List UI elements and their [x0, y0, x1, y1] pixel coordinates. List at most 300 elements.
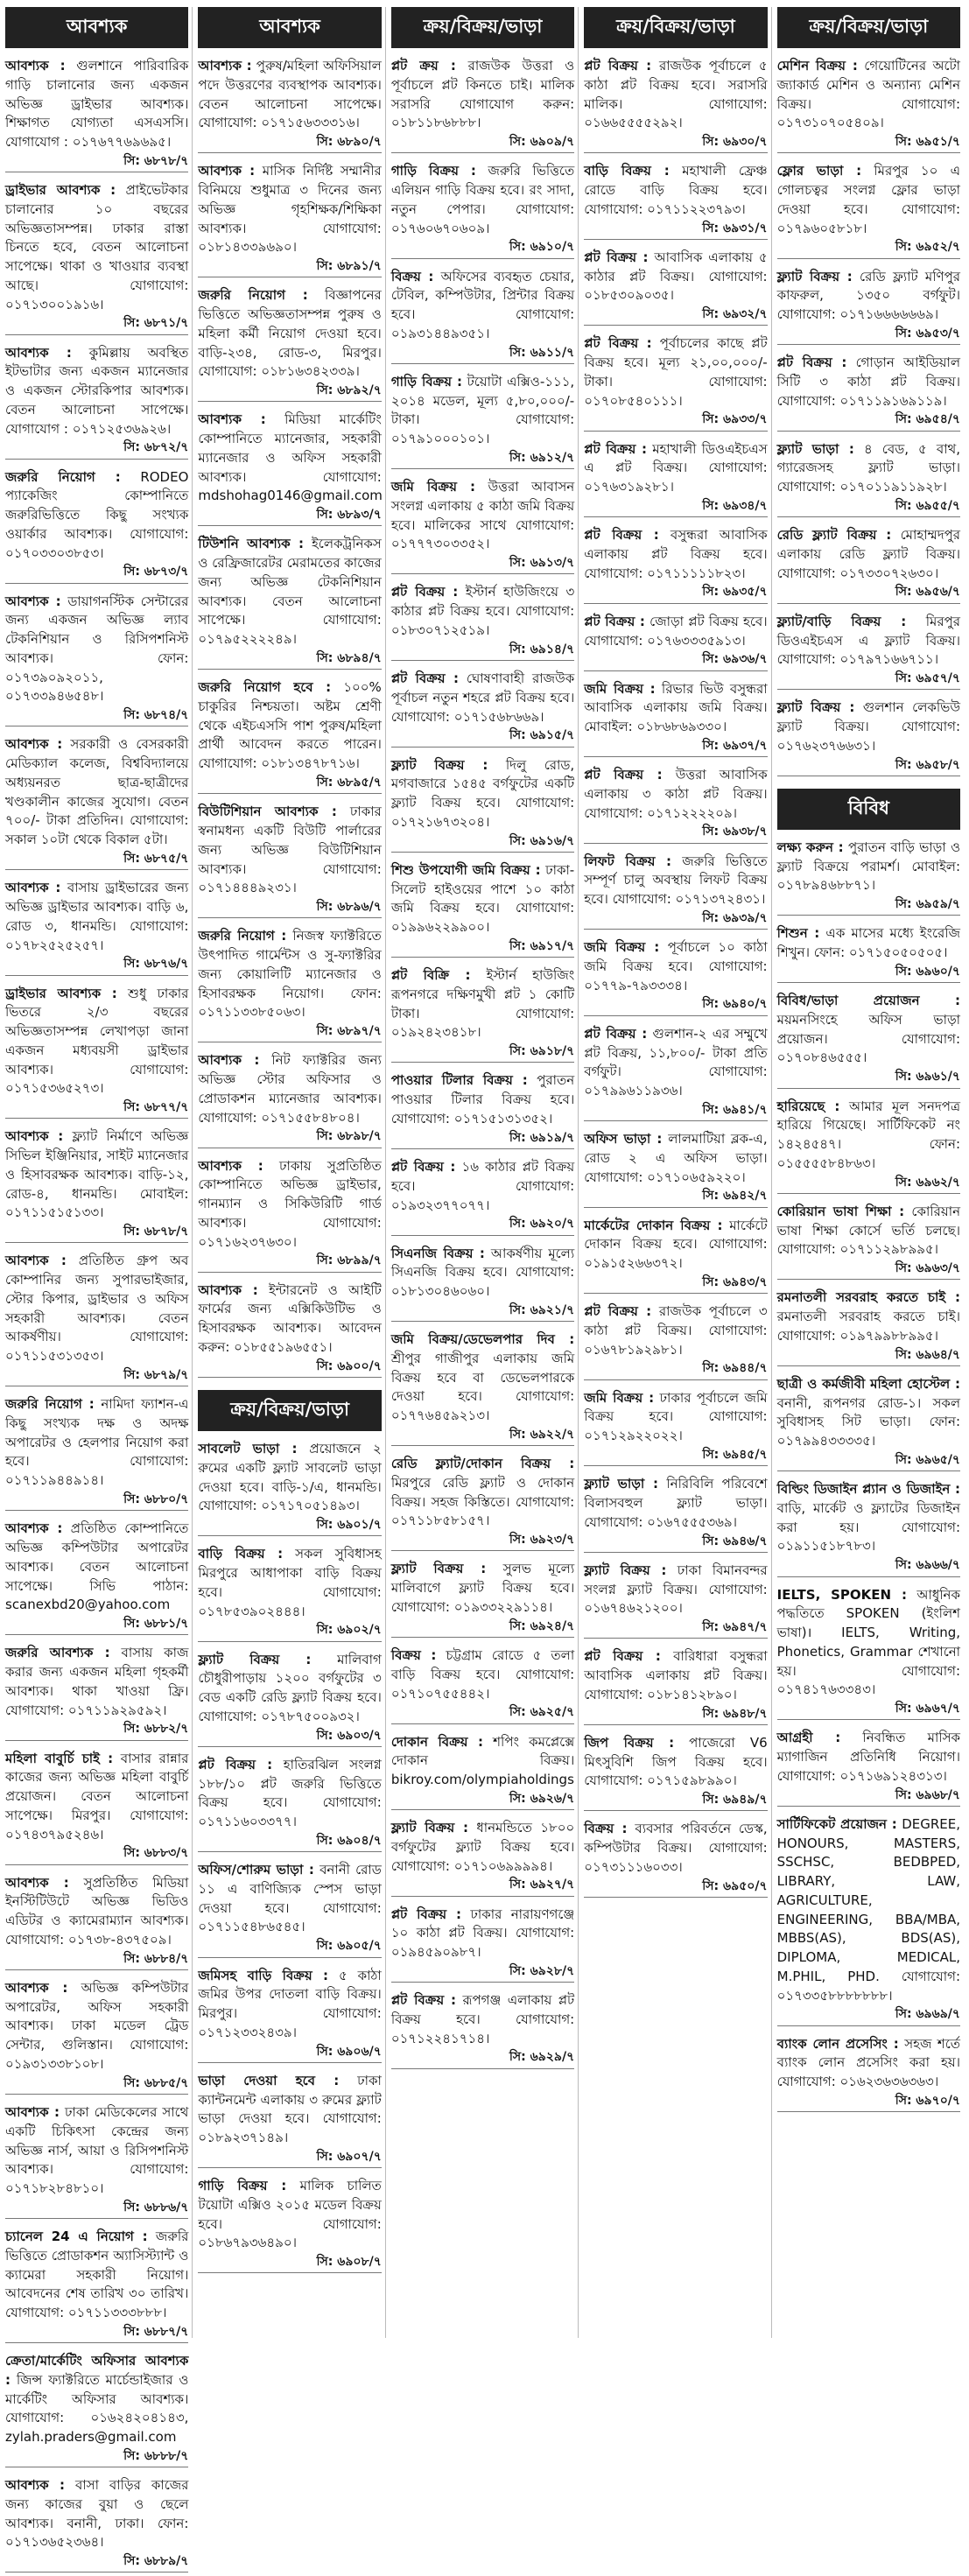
ad-body: সুলভ মূল্যে মালিবাগে ফ্ল্যাট বিক্রয় হবে। যোগাযোগ: ০১৯৩৩২২৯১১৪।: [390, 1561, 575, 1615]
classified-ad: [584, 611, 767, 675]
ad-body: হাতিরঝিল সংলগ্ন ১৮৮/১০ প্লট জরুরি ভিত্তিতে বিক্রয় হবে। যোগাযোগ: ০১৭১১৬০৩৩৭৭।: [198, 1756, 382, 1830]
ad-reference: সি: ৬৮৯৯/৭: [198, 1252, 381, 1272]
ad-title: মহিলা বাবুর্চি চাই :: [5, 1750, 114, 1766]
ad-reference: সি: ৬৮৯৪/৭: [198, 649, 381, 670]
ad-title: হারিয়েছে :: [776, 1098, 840, 1114]
ad-reference: সি: ৬৮৮৮/৭: [5, 2447, 188, 2467]
ad-reference: সি: ৬৯৫২/৭: [777, 238, 960, 258]
ad-reference: সি: ৬৯১৯/৭: [391, 1129, 574, 1149]
classified-ad: [391, 965, 574, 1066]
ad-body: শুধু ঢাকার ভিতরে ২/৩ বছরের অভিজ্ঞতাসম্পন্ন লেখাপড়া জানা একজন মধ্যবয়সী ড্রাইভার আবশ্যক। যোগাযোগ: ০১৭১৫৩৬৫২৭৩।: [5, 985, 189, 1097]
ad-title: প্লট বিক্রয় :: [584, 613, 645, 629]
classified-ad: [198, 801, 381, 922]
ad-title: অফিস/শোরুম ভাড়া :: [198, 1862, 314, 1878]
ad-body: মাসিক নির্দিষ্ট সম্মানীর বিনিময়ে শুধুমাত্র ৩ দিনের জন্য অভিজ্ঞ গৃহশিক্ষক/শিক্ষিকা আবশ্যক। যোগাযোগ: ০১৮১৪৩৩৯৬৯০।: [198, 163, 382, 256]
ad-body: মিরপুর ডিওএইচএস এ ফ্ল্যাট বিক্রয়। যোগাযোগ: ০১৭৯৭১৬৬৭১১।: [776, 613, 961, 668]
classified-ad: [584, 439, 767, 522]
ad-reference: সি: ৬৯৬১/৭: [777, 1068, 960, 1088]
ad-body: পাজেরো V6 মিৎসুবিশি জিপ বিক্রয় হবে। যোগাযোগ: ০১৭১৫৯৮৯৯০।: [584, 1734, 768, 1789]
classified-ad: [198, 2175, 381, 2277]
ad-title: ব্যাংক লোন প্রসেসিং :: [776, 2035, 899, 2052]
classified-ad: [5, 179, 188, 339]
ad-title: দোকান বিক্রয় :: [390, 1733, 484, 1750]
ad-reference: সি: ৬৯১০/৭: [391, 238, 574, 258]
classified-ad: [584, 851, 767, 934]
ad-body: ঢাকা মেডিকেলের সাথে একটি চিকিৎসা কেন্দ্রের জন্য অভিজ্ঞ নার্স, আয়া ও রিসিপশনিস্ট আবশ্যক। যোগাযোগ: ০১৭১৮২৮৪৮১০।: [5, 2104, 189, 2196]
classified-ad: [5, 467, 188, 587]
classified-ad: [584, 937, 767, 1020]
classified-ad: [777, 611, 960, 694]
ad-title: জমি বিক্রয়/ডেভেলপার দিব :: [390, 1331, 575, 1348]
ad-title: ফ্ল্যাট বিক্রয় :: [198, 1651, 312, 1667]
ad-body: অভিজ্ঞ কম্পিউটার অপারেটর, অফিস সহকারী আবশ্যক। ঢাকা মডেল ট্রেড সেন্টার, গুলিস্তান। যোগাযোগ: ০১৯৩১৩৩৮১০৮।: [5, 1979, 189, 2072]
ad-reference: সি: ৬৯০৯/৭: [391, 133, 574, 153]
ad-reference: সি: ৬৮৯৭/৭: [198, 1022, 381, 1042]
ad-reference: সি: ৬৯১৩/৭: [391, 554, 574, 574]
ad-reference: সি: ৬৯৪২/৭: [584, 1187, 767, 1207]
classified-ad: [391, 476, 574, 578]
classified-ad: [391, 1558, 574, 1641]
column-header: ক্রয়/বিক্রয়/ভাড়া: [777, 7, 960, 48]
ad-title: আবশ্যক :: [5, 736, 63, 753]
ad-body: শ্রীপুর গাজীপুর এলাকায় জমি বিক্রয় হবে বা ডেভেলপারকে দেওয়া হবে। যোগাযোগ: ০১৭৭৬৪৫৯২১৩।: [390, 1350, 575, 1424]
classified-ad: [198, 925, 381, 1046]
ad-title: প্লট বিক্রয় :: [776, 354, 847, 371]
ad-body: ফ্ল্যাট নির্মাণে অভিজ্ঞ সিভিল ইঞ্জিনিয়ার, সাইট ম্যানেজার ও হিসাবরক্ষক আবশ্যক। বাড়ি-১২, রোড-৪, ধানমন্ডি। মোবাইল: ০১৭১১৫১৫১৩৩।: [5, 1128, 189, 1221]
classified-ad: [584, 1732, 767, 1815]
classified-ad: [584, 1215, 767, 1298]
ad-body: ঢাকায় সুপ্রতিষ্ঠিত কোম্পানিতে অভিজ্ঞ ড্রাইভার, গানম্যান ও সিকিউরিটি গার্ড আবশ্যক। যোগাযোগ: ০১৭১৬২৩৭৬৩০।: [198, 1157, 382, 1250]
ad-title: রেডি ফ্ল্যাট বিক্রয় :: [776, 527, 892, 544]
ad-reference: সি: ৬৯৬৬/৭: [777, 1556, 960, 1576]
ad-reference: সি: ৬৮৮৭/৭: [5, 2323, 188, 2343]
ad-title: আবশ্যক :: [5, 344, 72, 361]
ad-body: DEGREE, HONOURS, MASTERS, SSCHSC, BEDBPED, LIBRARY, LAW, AGRICULTURE, ENGINEERING, BBA/MBA, MBBS(AS), BDS(AS), DIPLOMA, MEDICAL, M.PHIL, PHD. যোগাযোগ: ০১৭৩৩৫৮৮৮৮৮৮৮।: [776, 1815, 961, 2004]
classified-ad: [584, 160, 767, 243]
classified-ad: [391, 860, 574, 961]
ad-reference: সি: ৬৮৮১/৭: [5, 1615, 188, 1635]
classified-ad: [777, 55, 960, 157]
classified-ad: [777, 2033, 960, 2116]
ad-title: আবশ্যক :: [5, 2104, 60, 2120]
classified-ad: [777, 266, 960, 349]
classified-ad: [584, 1473, 767, 1556]
ad-reference: সি: ৬৯০২/৭: [198, 1621, 381, 1641]
ad-title: প্লট বিক্রয় :: [390, 1159, 456, 1176]
ad-reference: সি: ৬৯২৫/৭: [391, 1703, 574, 1723]
classified-ad: [584, 524, 767, 607]
ad-body: ইস্টার্ন হাউজিংয়ে ৩ কাঠার প্লট বিক্রয় হবে। যোগাযোগ: ০১৮৩০৭১২৫১৯।: [390, 584, 575, 638]
ad-reference: সি: ৬৯২১/৭: [391, 1302, 574, 1322]
ad-reference: সি: ৬৯৬৮/৭: [777, 1786, 960, 1807]
ad-reference: সি: ৬৮৯১/৭: [198, 257, 381, 277]
ad-body: ঢাকার পূর্বাচলে জমি বিক্রয় হবে। যোগাযোগ: ০১৭১২৯২২০২২।: [584, 1389, 768, 1444]
ad-reference: সি: ৬৯৪৪/৭: [584, 1359, 767, 1379]
ad-title: বাড়ি বিক্রয় :: [584, 163, 670, 179]
ad-reference: সি: ৬৯১৫/৭: [391, 726, 574, 747]
ad-reference: সি: ৬৯৩০/৭: [584, 133, 767, 153]
ad-body: আমার মূল সনদপত্র হারিয়ে গিয়েছে। সার্টিফিকেট নং ১৪২৪৫৪৭। ফোন: ০১৫৫৫৫৮৪৮৬৩।: [776, 1098, 961, 1171]
ad-body: জরুরি ভিত্তিতে এলিয়ন গাড়ি বিক্রয় হবে। রং সাদা, নতুন পেপার। যোগাযোগ: ০১৭৬০৬৭০৬০৯।: [390, 163, 575, 236]
ad-body: জরুরি ভিত্তিতে সম্পূর্ণ চালু অবস্থায় লিফট বিক্রয় হবে। যোগাযোগ: ০১৭১৩৭২৪৩১।: [584, 853, 768, 908]
ad-reference: সি: ৬৯৫৬/৭: [777, 583, 960, 603]
ad-body: নিরিবিলি পরিবেশে বিলাসবহুল ফ্ল্যাট ভাড়া। যোগাযোগ: ০১৬৭৫৫৫৩৬৯।: [584, 1476, 768, 1530]
ad-title: লিফট বিক্রয় :: [584, 853, 672, 869]
classified-ad: [777, 923, 960, 986]
ad-body: ঢাকা বিমানবন্দর সংলগ্ন ফ্ল্যাট বিক্রয়। যোগাযোগ: ০১৬৭৪৬২১২০০।: [584, 1562, 768, 1617]
ad-body: পুরাতন পাওয়ার টিলার বিক্রয় হবে। যোগাযোগ: ০১৭১৫১৩১৩৫২।: [390, 1072, 575, 1127]
ad-title: আবশ্যক :: [5, 1874, 69, 1891]
classified-ad: [198, 1754, 381, 1856]
ad-title: বিক্রয় :: [584, 1821, 628, 1837]
ad-reference: সি: ৬৯১৭/৭: [391, 937, 574, 958]
ad-body: বারিধারা বসুন্ধরা আবাসিক এলাকায় প্লট বিক্রয়। যোগাযোগ: ০১৮১৪১২৮৯০।: [584, 1648, 768, 1702]
classified-ad: [198, 1438, 381, 1540]
classified-ad: [777, 837, 960, 920]
classified-ad: [391, 55, 574, 157]
ad-title: বিল্ডিং ডিজাইন প্ল্যান ও ডিজাইন :: [776, 1481, 961, 1498]
ad-title: জরুরি নিয়োগ :: [198, 928, 287, 944]
ad-reference: সি: ৬৮৭৯/৭: [5, 1366, 188, 1386]
classified-ad: [5, 1872, 188, 1974]
ad-title: আবশ্যক :: [198, 58, 252, 74]
classified-ad: [777, 1287, 960, 1370]
ad-title: চ্যানেল 24 এ নিয়োগ :: [5, 2229, 148, 2245]
ad-body: ডায়াগনস্টিক সেন্টারের জন্য একজন অভিজ্ঞ ল্যাব টেকনিশিয়ান ও রিসিপশনিস্ট আবশ্যক। ফোন: ০১৭৩৯০৯২০১১, ০১৭৩৩৯৪৬৫৪৮।: [5, 593, 189, 705]
ad-reference: সি: ৬৯১৪/৭: [391, 641, 574, 661]
ad-reference: সি: ৬৯১১/৭: [391, 344, 574, 364]
ad-title: আবশ্যক :: [5, 880, 61, 896]
ad-reference: সি: ৬৯৩৫/৭: [584, 583, 767, 603]
ad-reference: সি: ৬৯১২/৭: [391, 449, 574, 469]
ad-body: প্রয়োজনে ২ রুমের একটি ফ্ল্যাট সাবলেট ভাড়া দেওয়া হবে। বাড়ি-১/এ, ধানমন্ডি। যোগাযোগ: ০১৭১৭০৫১৪৯৩।: [198, 1441, 382, 1514]
ad-body: পুরাতন বাড়ি ভাড়া ও ফ্ল্যাট বিক্রয়ে পরামর্শ। মোবাইল: ০১৭৮৯৪৬৮৮৭১।: [776, 839, 961, 894]
ad-title: ফ্ল্যাট বিক্রয় :: [776, 699, 855, 716]
classified-ad: [777, 1373, 960, 1475]
ad-title: জরুরি আবশ্যক :: [5, 1645, 110, 1661]
ad-title: ভাড়া দেওয়া হবে :: [198, 2072, 340, 2088]
ad-title: আবশ্যক :: [198, 411, 266, 428]
ad-body: চট্টগ্রাম রোডে ৫ তলা বাড়ি বিক্রয় হবে। যোগাযোগ: ০১৭১০৭৫৫৪৪২।: [390, 1647, 575, 1702]
ad-body: মোহাম্মদপুর এলাকায় রেডি ফ্ল্যাট বিক্রয়। যোগাযোগ: ০১৭৩৩০৭২৬৩০।: [776, 527, 961, 581]
ad-reference: সি: ৬৮৯৮/৭: [198, 1127, 381, 1148]
classified-ad: [198, 1649, 381, 1751]
ad-title: প্লট বিক্রয় :: [584, 1303, 652, 1320]
ad-body: আবাসিক এলাকায় ৫ কাঠার প্লট বিক্রয়। যোগাযোগ: ০১৮৫৩০৯০৩৫।: [584, 249, 768, 304]
ad-body: মালিবাগ চৌধুরীপাড়ায় ১২০০ বর্গফুটের ৩ বেড একটি রেডি ফ্ল্যাট বিক্রয় হবে। যোগাযোগ: ০১৭৮৭৫০০৯৩২।: [198, 1651, 382, 1724]
ad-title: প্লট বিক্রয় :: [390, 584, 459, 600]
ad-title: ড্রাইভার আবশ্যক :: [5, 985, 117, 1001]
ad-body: মিরপুরে রেডি ফ্ল্যাট ও দোকান বিক্রয়। সহজ কিস্তিতে। যোগাযোগ: ০১৭১১৮৫৮১৫৭।: [390, 1474, 575, 1529]
ad-reference: সি: ৬৮৯৫/৭: [198, 774, 381, 794]
column-5: [777, 7, 964, 2338]
ad-reference: সি: ৬৮৭৫/৭: [5, 850, 188, 870]
ad-body: রাজউক পূর্বাচলে ৫ কাঠা প্লট বিক্রয় হবে। সরাসরি মালিক। যোগাযোগ: ০১৬৬৫৫৫৫২৯২।: [584, 58, 768, 131]
ad-body: বনানী, রূপনগর রোড-১। সকল সুবিধাসহ সিট ভাড়া। ফোন: ০১৭৯৯৪৩৩৩৩৫।: [776, 1394, 961, 1449]
ad-body: ঢাকার স্বনামধন্য একটি বিউটি পার্লারের জন্য অভিজ্ঞ বিউটিশিয়ান আবশ্যক। যোগাযোগ: ০১৭১৪৪৪৯২৩১।: [198, 804, 382, 896]
ad-title: জমি বিক্রয় :: [390, 479, 475, 495]
ad-reference: সি: ৬৯২৩/৭: [391, 1531, 574, 1551]
ad-reference: সি: ৬৮৮৩/৭: [5, 1844, 188, 1864]
ad-title: ক্রেতা/মার্কেটিং অফিসার আবশ্যক :: [5, 2353, 189, 2388]
classified-ad: [5, 2226, 188, 2347]
ad-title: প্লট বিক্রয় :: [584, 249, 649, 265]
ad-body: ৫ কাঠা জমির উপর দোতলা বাড়ি বিক্রয়। মিরপুর। যোগাযোগ: ০১৭১২৩৩২৪৩৯।: [198, 1967, 382, 2040]
ad-body: ময়মনসিংহে অফিস ভাড়া প্রয়োজন। যোগাযোগ: ০১৭০৮৪৬৫৫৫।: [776, 1011, 961, 1066]
ad-reference: সি: ৬৯৬০/৭: [777, 963, 960, 983]
classified-ad: [5, 1250, 188, 1390]
ad-body: উত্তরা আবাসন সংলগ্ন এলাকায় ৫ কাঠা জমি বিক্রয় হবে। মালিকের সাথে যোগাযোগ: ০১৭৭৭৩০৩৩৫২।: [390, 479, 575, 552]
ad-body: টয়োটা এক্সিও-১১১, ২০১৪ মডেল, মূল্য ৫,৮০,০০০/- টাকা। যোগাযোগ: ০১৭৯১০০০১০১।: [390, 373, 575, 447]
classified-ad: [777, 524, 960, 607]
ad-title: বিক্রয় :: [390, 1647, 437, 1663]
ad-body: RODEO প্যাকেজিং কোম্পানিতে জরুরিভিত্তিতে কিছু সংখ্যক ওয়ার্কার আবশ্যক। যোগাযোগ: ০১৭০৩৩০৩৮৫৩।: [5, 468, 189, 561]
ad-title: প্লট বিক্রয় :: [584, 58, 652, 74]
ad-body: সহজ শর্তে ব্যাংক লোন প্রসেসিং করা হয়। যোগাযোগ: ০১৬২৩৬৩৬৩৬৩।: [776, 2035, 961, 2090]
ad-title: ফ্ল্যাট বিক্রয় :: [584, 1562, 667, 1578]
ad-title: আবশ্যক :: [5, 1128, 64, 1145]
ad-reference: সি: ৬৯২০/৭: [391, 1215, 574, 1235]
ad-body: দিলু রোড, মগবাজারে ১৫৪৫ বর্গফুটের একটি ফ্ল্যাট বিক্রয় হবে। যোগাযোগ: ০১৭২১৬৭৩২০৪।: [390, 756, 575, 830]
ad-title: প্লট বিক্রয় :: [390, 670, 459, 687]
classified-ad: [198, 160, 381, 281]
ad-title: প্লট বিক্রয় :: [390, 1992, 457, 2009]
classified-ad: [198, 1543, 381, 1645]
classified-ad: [777, 1584, 960, 1724]
ad-title: রেডি ফ্ল্যাট/দোকান বিক্রয় :: [390, 1456, 575, 1472]
ad-title: গাড়ি বিক্রয় :: [390, 373, 463, 390]
ad-title: জরুরি নিয়োগ হবে :: [198, 679, 332, 696]
ad-title: সিএনজি বিক্রয় :: [390, 1245, 485, 1261]
ad-title: আবশ্যক :: [198, 1052, 260, 1069]
ad-reference: সি: ৬৯৩৪/৭: [584, 497, 767, 517]
ad-reference: সি: ৬৯৫১/৭: [777, 133, 960, 153]
ad-title: পাওয়ার টিলার বিক্রয় :: [390, 1072, 528, 1089]
ad-reference: সি: ৬৯০৪/৭: [198, 1832, 381, 1852]
classified-ad: [777, 1727, 960, 1810]
classified-ad: [777, 1096, 960, 1197]
ad-reference: সি: ৬৯৩৮/৭: [584, 823, 767, 843]
classified-ad: [5, 1393, 188, 1514]
ad-reference: সি: ৬৯৪৩/৭: [584, 1274, 767, 1294]
ad-reference: সি: ৬৮৯৬/৭: [198, 898, 381, 918]
ad-title: ফ্ল্যাট বিক্রয় :: [390, 756, 488, 773]
ad-body: রূপগঞ্জ এলাকায় প্লট বিক্রয় হবে। যোগাযোগ: ০১৭১২২৪১৭১৪।: [390, 1992, 575, 2046]
ad-title: আবশ্যক :: [198, 163, 256, 179]
ad-reference: সি: ৬৯৪৯/৭: [584, 1791, 767, 1811]
ad-body: ১৬ কাঠার প্লট বিক্রয় হবে। যোগাযোগ: ০১৯৩২৩৭৭০৭৭।: [390, 1159, 575, 1213]
ad-title: ছাত্রী ও কর্মজীবী মহিলা হোস্টেল :: [776, 1375, 961, 1392]
classified-ad: [777, 352, 960, 435]
classified-ad: [391, 581, 574, 664]
ad-reference: সি: ৬৯৬৫/৭: [777, 1451, 960, 1471]
ad-title: ড্রাইভার আবশ্যক :: [5, 182, 116, 199]
ad-reference: সি: ৬৯০৭/৭: [198, 2148, 381, 2168]
ad-title: বিবিধ/ভাড়া প্রয়োজন :: [776, 993, 961, 1009]
ad-body: আধুনিক পদ্ধতিতে SPOKEN (ইংলিশ ভাষা)। IELTS, Writing, Phonetics, Grammar শেখানো হয়। যোগাযোগ: ০১৭৪১৭৬৩৩৪৩।: [776, 1586, 961, 1698]
ad-title: গাড়ি বিক্রয় :: [390, 163, 476, 179]
ad-reference: সি: ৬৯৩১/৭: [584, 220, 767, 240]
ad-title: শিশু উপযোগী জমি বিক্রয় :: [390, 861, 541, 878]
ad-title: গাড়ি বিক্রয় :: [198, 2178, 287, 2194]
classified-ad: [5, 1642, 188, 1744]
classified-ad: [584, 333, 767, 434]
ad-reference: সি: ৬৯৪১/৭: [584, 1101, 767, 1121]
ad-body: সুপ্রতিষ্ঠিত মিডিয়া ইনস্টিটিউটে অভিজ্ঞ ভিডিও এডিটর ও ক্যামেরাম্যান আবশ্যক। যোগাযোগ: ০১৭৩৮-৪৩৭৫০৯।: [5, 1874, 189, 1948]
ad-title: প্লট বিক্রয় :: [584, 1648, 661, 1665]
ad-body: ঘোষণাবাহী রাজউক পূর্বাচল নতুন শহরে প্লট বিক্রয় হবে। যোগাযোগ: ০১৭১৫৬৮৬৬৯।: [390, 670, 575, 725]
ad-body: রমনাতলী সরবরাহ করতে চাই। যোগাযোগ: ০১৯৭৯৯৮৮৯৯৫।: [776, 1309, 961, 1344]
ad-body: জিন্স ফ্যাক্টরিতে মার্চেন্ডাইজার ও মার্কেটিং অফিসার আবশ্যক। যোগাযোগ: ০১৬২৪২০৪১৪৩, zylah.praders@gmail.com: [5, 2371, 189, 2446]
classified-ad: [198, 1155, 381, 1276]
ad-reference: সি: ৬৯৩৭/৭: [584, 737, 767, 757]
ad-body: বাড়ি, মার্কেট ও ফ্ল্যাটের ডিজাইন করা হয়। যোগাযোগ: ০১৯১১৫১৮৭৮৩।: [776, 1499, 961, 1555]
ad-reference: সি: ৬৯৫৩/৭: [777, 325, 960, 345]
ad-reference: সি: ৬৯২৬/৭: [391, 1790, 574, 1810]
section-header: ক্রয়/বিক্রয়/ভাড়া: [198, 1390, 381, 1431]
classified-ad: [5, 1748, 188, 1869]
ad-reference: সি: ৬৮৯০/৭: [198, 133, 381, 153]
classified-ad: [777, 160, 960, 262]
ad-body: মার্কেটে দোকান বিক্রয় হবে। যোগাযোগ: ০১৯১৫২৬৬৩৭২।: [584, 1217, 768, 1272]
classified-ad: [198, 533, 381, 673]
column-header: আবশ্যক: [198, 7, 381, 48]
ad-title: রমনাতলী সরবরাহ করতে চাই :: [776, 1289, 961, 1306]
ad-title: অফিস ভাড়া :: [584, 1131, 663, 1148]
ad-title: জমিসহ বাড়ি বিক্রয় :: [198, 1967, 329, 1983]
ad-reference: সি: ৬৯৬২/৭: [777, 1174, 960, 1194]
ad-body: সরকারী ও বেসরকারী মেডিক্যাল কলেজ, বিশ্ববিদ্যালয়ে অধ্যয়নরত ছাত্র-ছাত্রীদের খণ্ডকালীন কাজের সুযোগ। বেতন ৭০০/- টাকা প্রতিদিন। যোগাযোগ: সকাল ১০টা থেকে বিকাল ৫টা।: [5, 736, 189, 848]
ad-body: ইন্টারনেট ও আইটি ফার্মের জন্য এক্সিকিউটিভ ও হিসাবরক্ষক আবশ্যক। আবেদন করুন: ০১৮৫৫১৯৬৫৫১।: [198, 1281, 382, 1355]
ad-body: প্রাইভেটকার চালানোর ১০ বছরের অভিজ্ঞতাসম্পন্ন। ঢাকার রাস্তা চিনতে হবে, বেতন আলোচনা সাপেক্ষে। থাকা ও খাওয়ার ব্যবস্থা আছে। যোগাযোগ: ০১৭১৩০০১৯১৬।: [5, 182, 189, 312]
ad-reference: সি: ৬৯২৯/৭: [391, 2048, 574, 2068]
ad-body: নিট ফ্যাক্টরির জন্য অভিজ্ঞ স্টোর অফিসার ও প্রোডাকশন ম্যানেজার আবশ্যক। যোগাযোগ: ০১৭১৫৫৮৪৮০৪।: [198, 1052, 382, 1126]
ad-title: বাড়ি বিক্রয় :: [198, 1546, 284, 1562]
ad-title: প্লট বিক্রয় :: [390, 1906, 461, 1922]
ad-body: কুমিল্লায় অবস্থিত ইটভাটার জন্য একজন ম্যানেজার ও একজন স্টোরকিপার আবশ্যক। বেতন আলোচনা সাপেক্ষে। যোগাযোগ : ০১৭১২৫৩৬৯২৬।: [5, 344, 189, 437]
ad-reference: সি: ৬৮৭৬/৭: [5, 955, 188, 975]
ad-reference: সি: ৬৯৩৩/৭: [584, 411, 767, 431]
ad-title: প্লট বিক্রয় :: [584, 767, 663, 783]
ad-reference: সি: ৬৮৯২/৭: [198, 382, 381, 402]
column-header: ক্রয়/বিক্রয়/ভাড়া: [584, 7, 767, 48]
classified-ad: [198, 677, 381, 797]
classified-ad: [391, 1156, 574, 1239]
ad-body: রিভার ভিউ বসুন্ধরা আবাসিক এলাকায় জমি বিক্রয়। মোবাইল: ০১৮৬৮৬৯৩৩০।: [584, 680, 768, 735]
classified-ad: [391, 1243, 574, 1326]
ad-body: মহাখালী ফ্রেঞ্চ রোডে বাড়ি বিক্রয় হবে। যোগাযোগ: ০১৭১১২২৩৭৯৩।: [584, 163, 768, 217]
classified-ad: [584, 1128, 767, 1211]
ad-title: সাবলেট ভাড়া :: [198, 1441, 298, 1457]
ad-title: ফ্লোর ভাড়া :: [776, 163, 862, 179]
ad-reference: সি: ৬৯৭০/৭: [777, 2092, 960, 2112]
classified-ad: [584, 678, 767, 762]
classified-ad: [5, 2350, 188, 2471]
ad-body: গুলশানে পারিবারিক গাড়ি চালানোর জন্য একজন অভিজ্ঞ ড্রাইভার আবশ্যক। শিক্ষাগত যোগ্যতা এসএসসি। যোগাযোগ : ০১৭৬৭৭৬৯৬৯৫।: [5, 58, 189, 150]
ad-reference: সি: ৬৯২৪/৭: [391, 1618, 574, 1638]
classified-ad: [391, 1453, 574, 1555]
ad-title: আবশ্যক :: [198, 1281, 258, 1298]
ad-reference: সি: ৬৯২৮/৭: [391, 1962, 574, 1983]
classified-ad: [391, 755, 574, 856]
ad-body: মালিক চালিত টয়োটা এক্সিও ২০১৫ মডেল বিক্রয় হবে। যোগাযোগ: ০১৮৬৭৯৩৬৪৯০।: [198, 2178, 382, 2251]
ad-body: পুরুষ/মহিলা অফিসিয়াল পদে উত্তরণের ব্যবস্থাপক আবশ্যক। বেতন আলোচনা সাপেক্ষে। যোগাযোগ: ০১৭১৫৬৩৩৩১৬।: [198, 58, 382, 131]
ad-title: প্লট বিক্রয় :: [584, 440, 647, 457]
classified-ad: [5, 1518, 188, 1639]
ad-body: ঢাকা-সিলেট হাইওয়ের পাশে ১০ কাঠা জমি বিক্রয় হবে। যোগাযোগ: ০১৯৯৬২২৯৯০০।: [390, 861, 575, 936]
ad-reference: সি: ৬৯১৮/৭: [391, 1042, 574, 1063]
ad-reference: সি: ৬৯৪৬/৭: [584, 1533, 767, 1553]
column-3: [391, 7, 579, 2338]
ad-body: ১০০% চাকুরির নিশ্চয়তা। অষ্টম শ্রেণী থেকে এইচএসসি পাশ পুরুষ/মহিলা প্রার্থী আবেদন করতে পারেন। যোগাযোগ: ০১৮১৩৪৭৮৭১৬।: [198, 679, 382, 772]
classified-ad: [584, 1023, 767, 1125]
classified-ad: [777, 990, 960, 1091]
classified-ad: [391, 266, 574, 368]
ad-body: জোড়া প্লট বিক্রয় হবে। যোগাযোগ: ০১৭৬৩৩৩৫৯১৩।: [584, 613, 768, 649]
ad-body: প্রতিষ্ঠিত গ্রুপ অব কোম্পানির জন্য সুপারভাইজার, স্টোর কিপার, ড্রাইভার ও অফিস সহকারী আবশ্যক। বেতন আকর্ষণীয়। যোগাযোগ: ০১৭১১৫৩১৩৫৩।: [5, 1253, 189, 1365]
ad-title: জমি বিক্রয় :: [584, 680, 656, 697]
ad-reference: সি: ৬৯৫৪/৭: [777, 411, 960, 431]
classified-ad: [5, 342, 188, 463]
ad-title: আবশ্যক :: [198, 1157, 263, 1174]
ad-body: আকর্ষণীয় মূল্যে সিএনজি বিক্রয় হবে। যোগাযোগ: ০১৮১৩০৪৬০৬০।: [390, 1245, 575, 1300]
ad-title: জরুরি নিয়োগ :: [198, 287, 308, 304]
ad-reference: সি: ৬৯৫৮/৭: [777, 756, 960, 776]
ad-reference: সি: ৬৮৮৫/৭: [5, 2074, 188, 2095]
ad-body: রাজউক উত্তরা ও পূর্বাচলে প্লট কিনতে চাই। মালিক সরাসরি যোগাযোগ করুন: ০১৮১১৮৬৮৮৮।: [390, 58, 575, 131]
ad-reference: সি: ৬৯০০/৭: [198, 1358, 381, 1378]
classified-ad: [5, 983, 188, 1123]
ad-reference: সি: ৬৮৮৯/৭: [5, 2552, 188, 2572]
ad-title: ফ্ল্যাট বিক্রয় :: [390, 1561, 487, 1577]
classified-ad: [391, 1904, 574, 1987]
ad-title: ফ্ল্যাট ভাড়া :: [584, 1476, 659, 1492]
classified-ad: [198, 409, 381, 530]
ad-title: জরুরি নিয়োগ :: [5, 468, 121, 485]
ad-body: ঢাকা ক্যান্টনমেন্ট এলাকায় ৩ রুমের ফ্ল্যাট ভাড়া দেওয়া হবে। যোগাযোগ: ০১৮৯২৩৭১৪৯।: [198, 2072, 382, 2146]
ad-title: জমি বিক্রয় :: [584, 1389, 655, 1406]
ad-title: শিশুন :: [776, 925, 820, 942]
ad-body: গেয়োটিনের অটো জ্যাকার্ড মেশিন ও অন্যান্য মেশিন বিক্রয়। যোগাযোগ: ০১৭৩১০৭০৫৪০৯।: [776, 58, 961, 131]
ad-body: গুলশান-২ এর সম্মুখে প্লট বিক্রয়, ১১,৮০০/- টাকা প্রতি বর্গফুট। যোগাযোগ: ০১৭৯৯৬১১৯৩৬।: [584, 1025, 768, 1099]
ad-title: IELTS, SPOKEN :: [776, 1586, 907, 1603]
ad-body: সকল সুবিধাসহ মিরপুরে আধাপাকা বাড়ি বিক্রয় হবে। যোগাযোগ: ০১৭৮৫৩৯০২৪৪৪।: [198, 1546, 382, 1619]
ad-reference: সি: ৬৮৭৭/৭: [5, 1098, 188, 1119]
ad-body: বিজ্ঞাপনের ভিত্তিতে অভিজ্ঞতাসম্পন্ন পুরুষ ও মহিলা কর্মী নিয়োগ দেওয়া হবে। বাড়ি-২৩৪, রোড-৩, মিরপুর। যোগাযোগ: ০১৮১৬৩৪২৩৩৯।: [198, 287, 382, 380]
ad-reference: সি: ৬৯১৬/৭: [391, 832, 574, 853]
ad-title: বিক্রয় :: [390, 268, 434, 284]
ad-reference: সি: ৬৯৬৩/৭: [777, 1260, 960, 1280]
ad-title: মেশিন বিক্রয় :: [776, 58, 858, 74]
ad-body: নিজস্ব ফ্যাক্টরিতে উৎপাদিত গার্মেন্টস ও সু-ফ্যাক্টরির জন্য কোয়ালিটি ম্যানেজার ও হিসাবরক্ষক নিয়োগ। ফোন: ০১৭১১৩৩৮৫০৬৩।: [198, 928, 382, 1021]
ad-reference: সি: ৬৯৫৫/৭: [777, 497, 960, 517]
classified-ad: [391, 1645, 574, 1728]
ad-reference: সি: ৬৯৩৬/৭: [584, 650, 767, 670]
ad-body: পূর্বাচলের কাছে প্লট বিক্রয় হবে। মূল্য ২১,০০,০০০/- টাকা। যোগাযোগ: ০১৭০৮৫৪০১১১।: [584, 335, 768, 409]
ad-body: লালমাটিয়া ব্লক-এ, রোড ২ এ অফিস ভাড়া। যোগাযোগ: ০১৭১০৬৫৯২২০।: [584, 1131, 768, 1185]
ad-body: পূর্বাচলে ১০ কাঠা জমি বিক্রয় হবে। যোগাযোগ: ০১৭৭৯-৭৯৩৩৩৪।: [584, 939, 768, 993]
ad-body: বাসায় ড্রাইভারের জন্য অভিজ্ঞ ড্রাইভার আবশ্যক। বাড়ি ৬, রোড ৩, ধানমন্ডি। যোগাযোগ: ০১৭৮২৫২৫২৫৭।: [5, 880, 189, 953]
ad-title: ফ্ল্যাট বিক্রয় :: [776, 268, 853, 284]
ad-title: প্লট বিক্রয় :: [584, 335, 652, 352]
classified-ad: [198, 2070, 381, 2172]
classified-ad: [198, 1049, 381, 1151]
classified-ad: [584, 1301, 767, 1384]
ad-body: ব্যবসার পরিবর্তনে ডেস্ক, কম্পিউটার বিক্রয়। যোগাযোগ: ০১৭৩১১১৬০৩৩।: [584, 1821, 768, 1875]
ad-reference: সি: ৬৮৯৩/৭: [198, 506, 381, 526]
ad-body: বাসা বাড়ির কাজের জন্য কাজের বুয়া ও ছেলে আবশ্যক। বনানী, ঢাকা। ফোন: ০১৭১৩৬৫২৩৬৪।: [5, 2477, 189, 2551]
ad-body: বাসায় কাজ করার জন্য একজন মহিলা গৃহকর্মী আবশ্যক। থাকা খাওয়া ফ্রি। যোগাযোগ: ০১৭১১৯২৯৫৯২।: [5, 1645, 189, 1718]
